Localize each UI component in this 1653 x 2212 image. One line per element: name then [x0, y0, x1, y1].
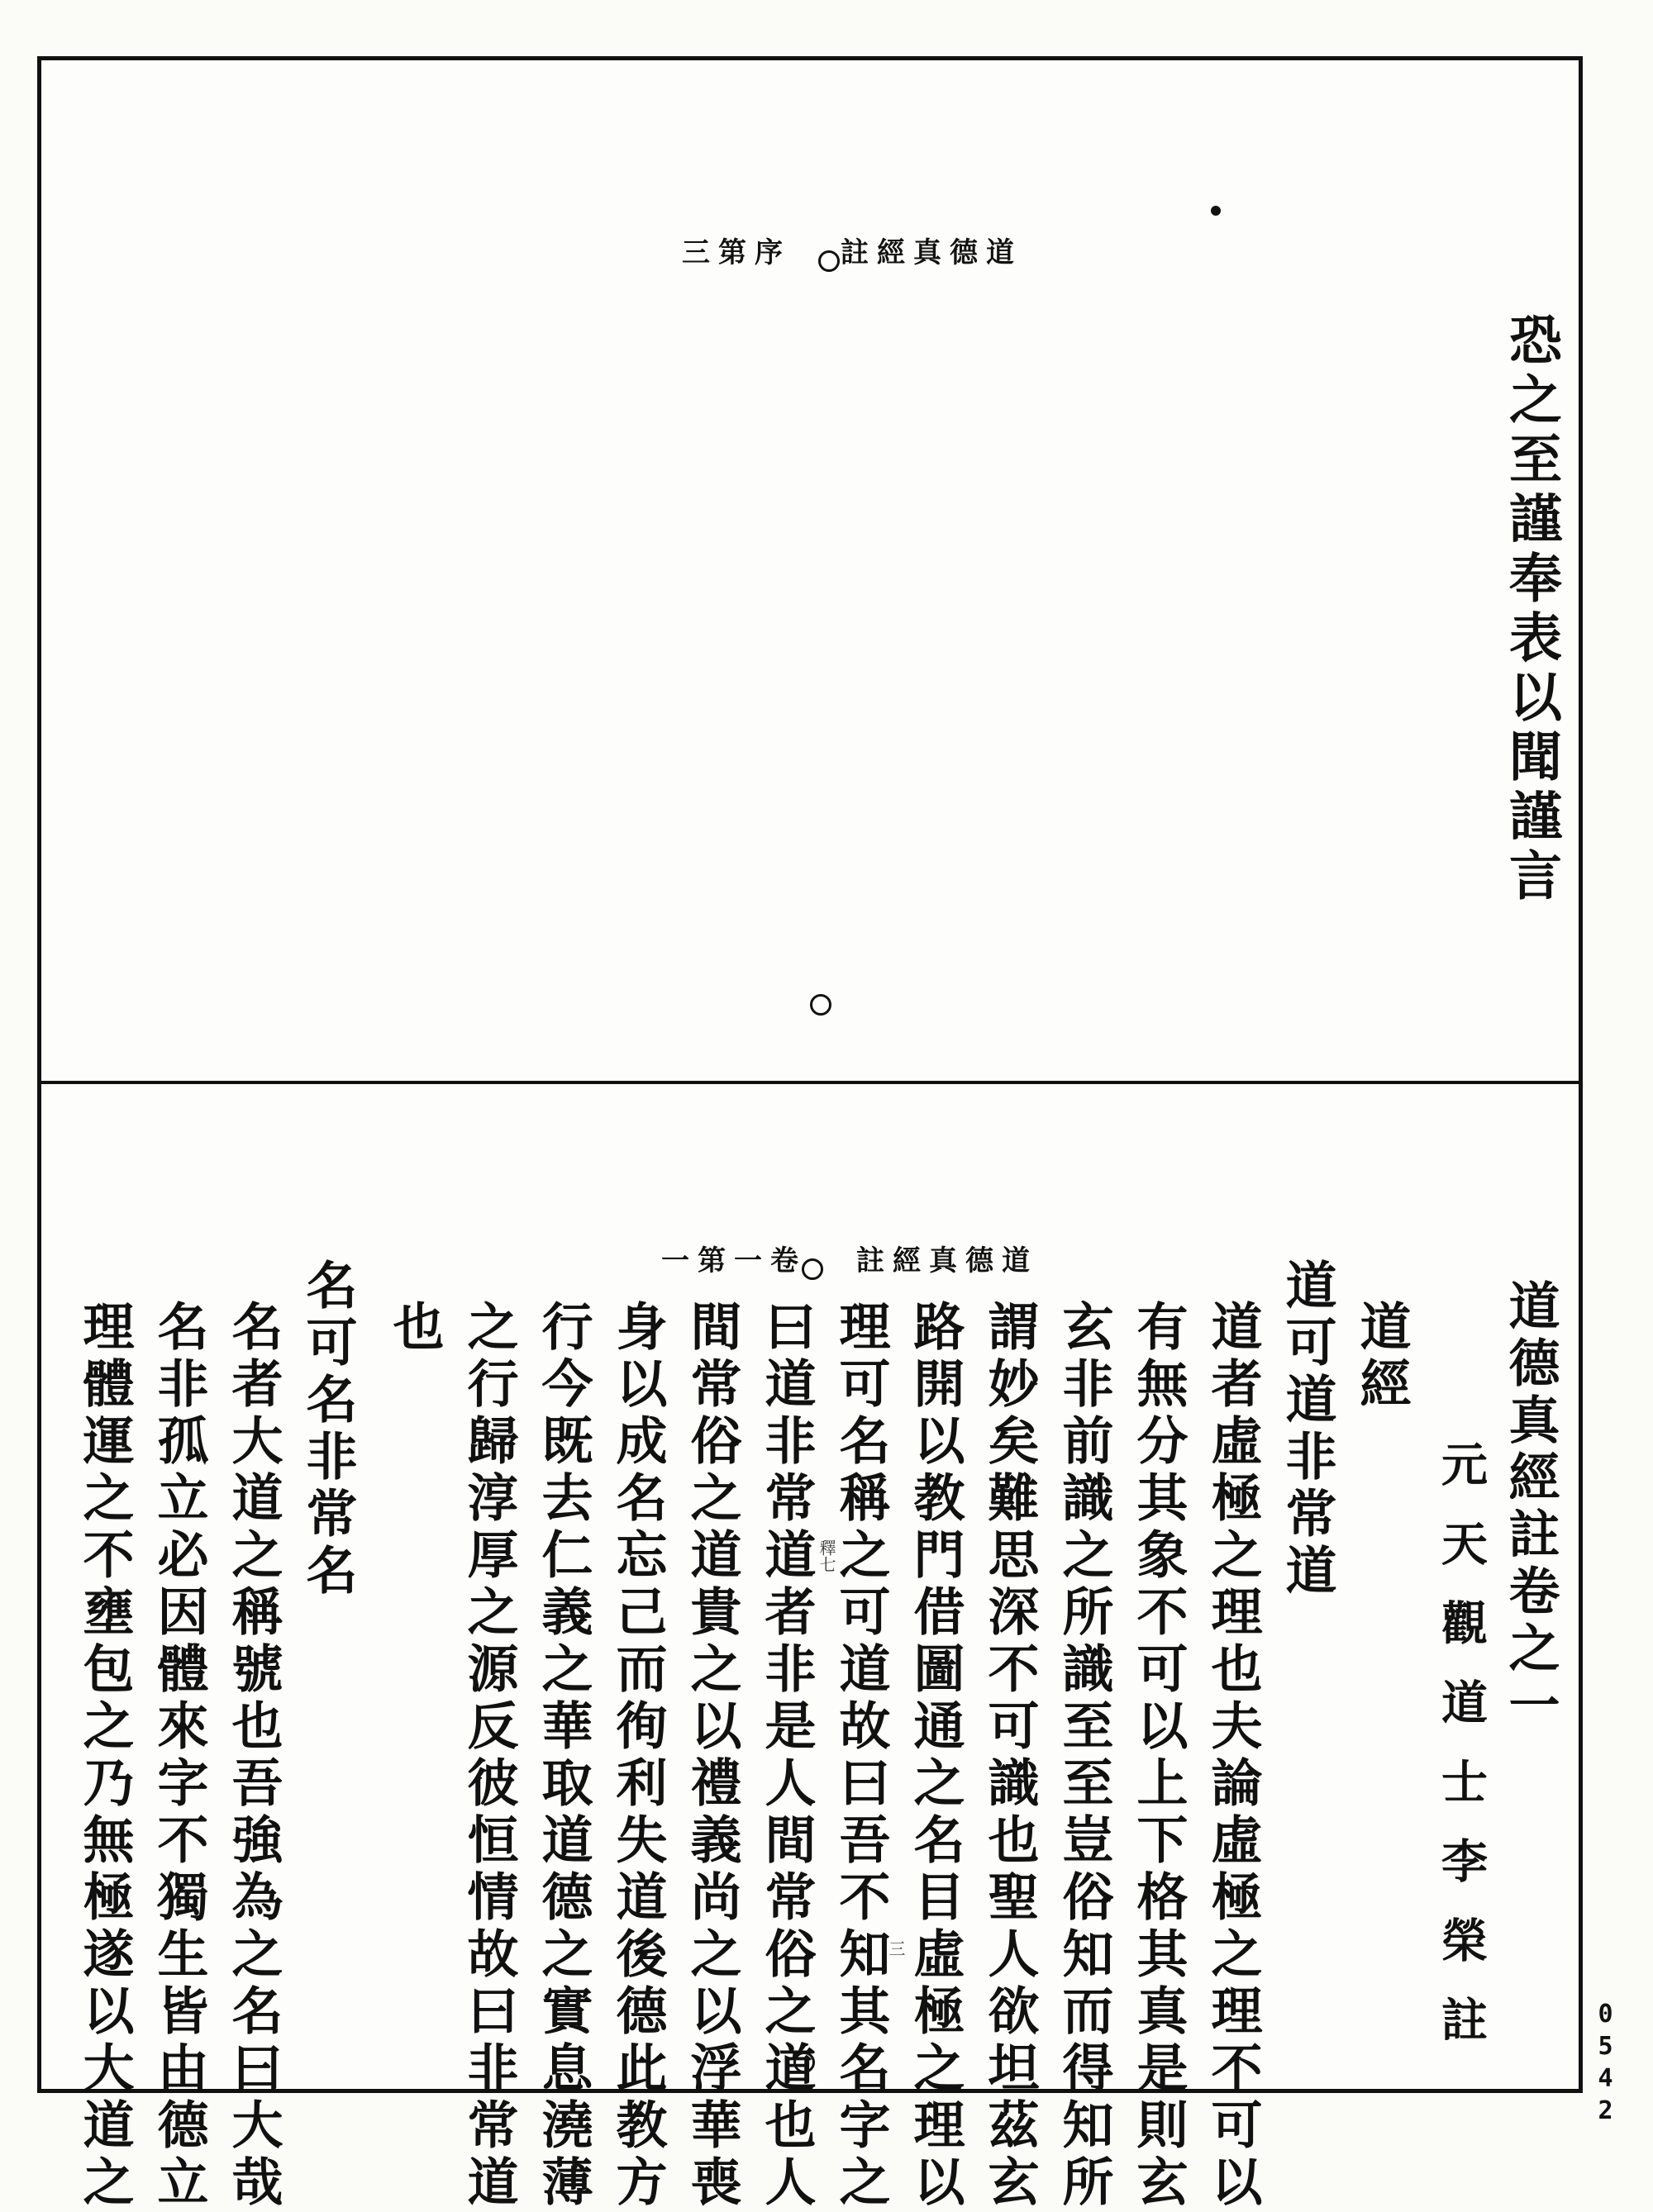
text-column-2: 道者虛極之理也夫論虛極之理不可以: [1203, 1300, 1263, 2212]
page-frame: [37, 56, 1583, 2212]
text-column-5: 謂妙矣難思深不可識也聖人欲坦茲玄: [979, 1300, 1040, 2212]
text-column-14: 名者大道之稱號也吾強為之名曰大哉: [223, 1300, 283, 2212]
bottom-header: [661, 1238, 1038, 1278]
circle-mark-bottom: [802, 1258, 823, 1280]
text-column-top-1: 恐之至謹奉表以聞謹言: [1500, 312, 1562, 907]
top-header-title: 註經真德道: [841, 236, 1022, 269]
page-divider: [41, 1081, 1579, 1084]
ink-dot: [1211, 206, 1221, 216]
text-column-15: 名非孤立必因體來字不獨生皆由德立: [149, 1300, 209, 2212]
author-line: 元天觀道士李榮註: [1434, 1440, 1489, 2075]
text-column-8: 曰道非常道者非是人間常俗之道也人: [756, 1300, 817, 2212]
bottom-header-volume: 一第一卷: [661, 1244, 807, 1277]
top-header: [682, 230, 1022, 270]
bottom-header-title: 註經真德道: [856, 1244, 1038, 1277]
text-column-10: 身以成名忘己而徇利失道後德此教方: [607, 1300, 668, 2212]
margin-mark: 釋七: [817, 1539, 836, 1572]
circle-mark-inline: [793, 2052, 815, 2073]
text-column-3: 有無分其象不可以上下格其真是則玄: [1128, 1300, 1189, 2212]
subsection-title: 名可名非常名: [298, 1258, 358, 1601]
circle-mark-top: [818, 250, 840, 272]
top-header-volume: 三第序: [682, 236, 791, 269]
page-number: 0542: [1591, 2000, 1620, 2129]
text-column-9: 間常俗之道貴之以禮義尚之以浮華喪: [682, 1300, 742, 2212]
text-column-11: 行今既去仁義之華取道德之實息澆薄: [533, 1300, 593, 2212]
text-column-13: 也: [384, 1300, 445, 1357]
circle-mark-top-lower: [810, 994, 831, 1016]
text-column-16: 理體運之不壅包之乃無極遂以大道之: [74, 1300, 135, 2212]
text-column-12: 之行歸淳厚之源反彼恒情故曰非常道: [459, 1300, 519, 2212]
text-column-4: 玄非前識之所識至至豈俗知而得知所: [1054, 1300, 1114, 2212]
chapter-title: 道德真經註卷之一: [1500, 1279, 1560, 1735]
section-title: 道經: [1351, 1300, 1412, 1414]
margin-mark-2: 三: [886, 1940, 906, 1957]
text-column-6: 路開以教門借圖通之名目虛極之理以: [905, 1300, 965, 2212]
text-column-7: 理可名稱之可道故曰吾不知其名字之: [831, 1300, 891, 2212]
text-column-1: 道可道非常道: [1277, 1258, 1337, 1601]
